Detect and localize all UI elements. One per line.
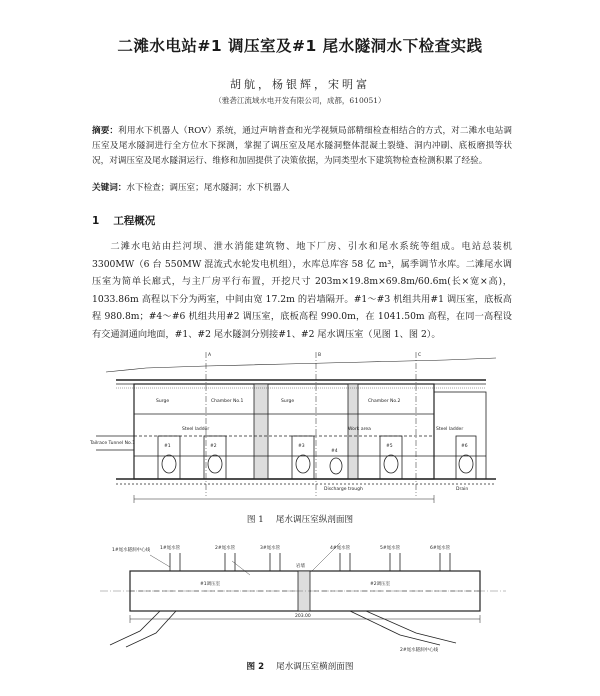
- figure-1-caption-text: 尾水调压室纵剖面图: [275, 515, 354, 525]
- fig1-work-area: Work area: [348, 427, 371, 432]
- keywords-text: 水下检查；调压室；尾水隧洞；水下机器人: [126, 183, 290, 193]
- section-heading: [92, 213, 155, 228]
- fig1-section-a: A: [208, 353, 212, 358]
- fig1-surge-1: Surge: [156, 399, 170, 404]
- fig1-gate-3: #3: [298, 444, 305, 449]
- fig1-section-c: C: [418, 353, 422, 358]
- fig1-gate-4: #4: [331, 449, 338, 454]
- paper-authors: 胡航，杨银辉，宋明富: [230, 78, 370, 91]
- fig1-chamber-2: Chamber No.2: [368, 399, 401, 404]
- keywords-label: 关键词：: [92, 183, 127, 193]
- fig2-draft-tube-5: 5#尾水管: [380, 546, 401, 551]
- fig1-section-b: B: [318, 353, 322, 358]
- figure-1-label: 图 1: [246, 515, 264, 525]
- fig1-steel-ladder-2: Steel ladder: [436, 427, 464, 432]
- fig1-gate-2: #2: [210, 444, 217, 449]
- figure-2-drawing: [100, 535, 506, 653]
- paper-title: 二滩水电站#1 调压室及#1 尾水隧洞水下检查实践: [117, 37, 483, 55]
- fig2-tunnel-2-centerline: 2#尾水隧洞中心线: [400, 648, 439, 653]
- fig2-chamber-1: #1调压室: [200, 582, 221, 587]
- figure-2-caption: [0, 660, 600, 672]
- fig1-gate-1: #1: [164, 444, 171, 449]
- fig1-gate-6: #6: [461, 444, 468, 449]
- abstract-text: 利用水下机器人（ROV）系统，通过声呐普查和光学视频局部精细检查相结合的方式，对二滩水电站调压室及尾水隧洞进行全方位水下探测，掌握了调压室及尾水隧洞整体混凝土裂缝、洞内冲刷、底板磨损等状况，对调压室及尾水隧洞运行、维修和加固提供了决策依据，为同类型水下建筑物检查检测积累了经验。: [92, 126, 512, 167]
- fig2-draft-tube-4: 4#尾水管: [330, 546, 351, 551]
- fig1-tailrace: Tailrace Tunnel No.1: [90, 441, 135, 446]
- fig1-drain: Drain: [456, 487, 469, 492]
- fig1-steel-ladder-1: Steel ladder: [182, 427, 210, 432]
- keywords: [92, 181, 512, 193]
- paper-affiliation: （雅砻江流域水电开发有限公司，成都，610051）: [214, 96, 386, 105]
- body-paragraph: 二滩水电站由拦河坝、泄水消能建筑物、地下厂房、引水和尾水系统等组成。电站总装机 3300MW（6 台 550MW 混流式水轮发电机组），水库总库容 58 亿 m³，属季调节水库。二滩尾水调压室为简单长廊式，与主厂房平行布置，开挖尺寸 203m×19.8m×69.8m/60.6m(长×宽×高)，1033.86m 高程以下分为两室，中间由宽 17.2m 的岩墙隔开。#1～#3 机组共用#1 调压室，底板高程 980.8m；#4～#6 机组共用#2 调压室，底板高程 990.0m，在 1041.50m 高程，在同一高程设有交通洞通向地面，#1、#2 尾水隧洞分别接#1、#2 尾水调压室（见图 1、图 2）。: [92, 241, 512, 340]
- fig1-surge-2: Surge: [281, 399, 295, 404]
- abstract-label: 摘要：: [92, 126, 119, 136]
- figure-1-caption: [0, 513, 600, 525]
- section-title: 工程概况: [113, 215, 156, 227]
- fig2-dimension: 203.00: [295, 614, 311, 619]
- fig2-chamber-2: #2调压室: [370, 582, 391, 587]
- fig2-rock-wall: 岩墙: [296, 564, 305, 569]
- fig2-draft-tube-6: 6#尾水管: [430, 546, 451, 551]
- fig2-tunnel-1-centerline: 1#尾水隧洞中心线: [112, 548, 151, 553]
- abstract: [92, 124, 512, 170]
- section-number: 1: [92, 215, 100, 227]
- fig2-draft-tube-3: 3#尾水管: [260, 546, 281, 551]
- fig1-gate-5: #5: [386, 444, 393, 449]
- fig2-draft-tube-2: 2#尾水管: [215, 546, 236, 551]
- fig2-draft-tube-1: 1#尾水管: [160, 546, 181, 551]
- figure-1-drawing: [86, 344, 516, 506]
- fig1-chamber-1: Chamber No.1: [211, 399, 244, 404]
- figure-2-caption-text: 尾水调压室横剖面图: [276, 662, 354, 672]
- figure-2-label: 图 2: [246, 662, 265, 672]
- fig1-discharge-trough: Discharge trough: [324, 487, 363, 492]
